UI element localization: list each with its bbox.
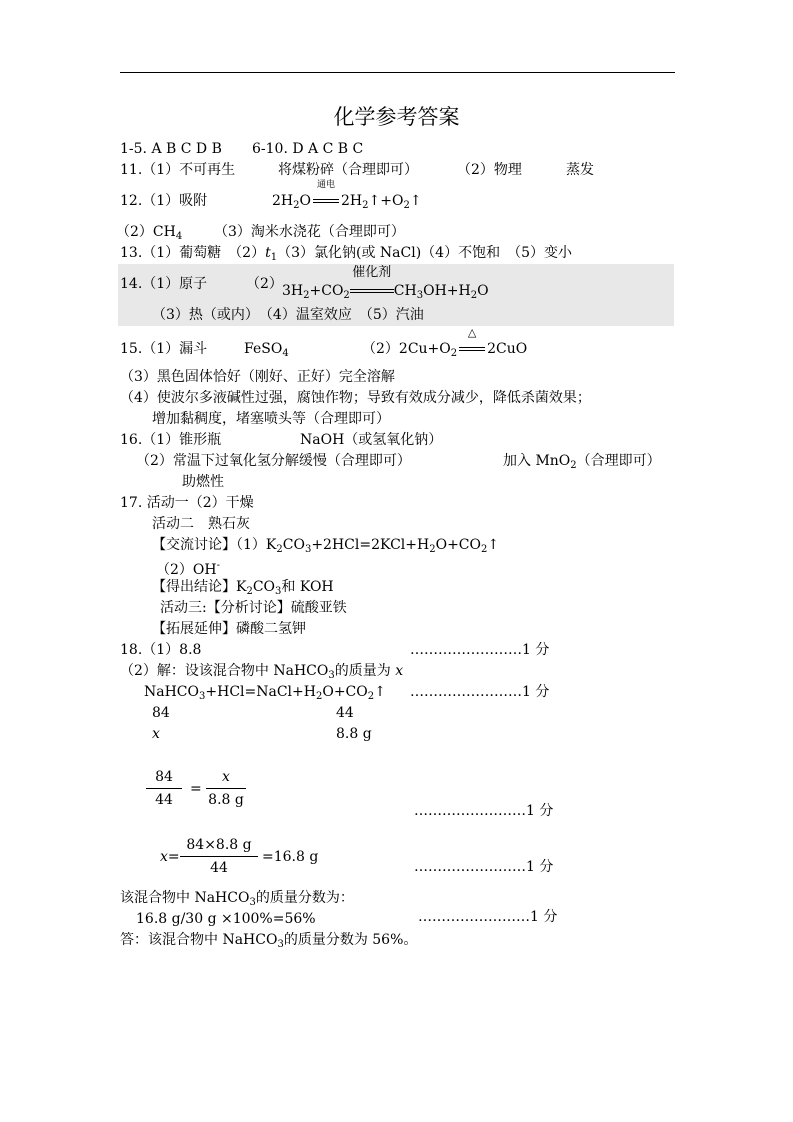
answers-6-10: 6-10. D A C B C: [252, 141, 364, 157]
answers-1-5: 1-5. A B C D B: [120, 141, 222, 157]
q17-p3: [152, 536, 499, 559]
q12-eq-rhs3: ↑: [409, 193, 422, 209]
q17-p4-sup: -: [216, 560, 220, 571]
q18-score-3: ……………………1 分: [414, 803, 554, 819]
q17-p5b: CO: [252, 579, 276, 595]
q18-frac2: [206, 768, 246, 809]
q16-p3: 助燃性: [182, 474, 224, 490]
q15-p4: （4）使波尔多液碱性过强，腐蚀作物；导致有效成分减少，降低杀菌效果；: [120, 390, 591, 406]
q18-p2b: 的质量为: [334, 663, 396, 679]
q18-calc-num: 84×8.8 g: [186, 837, 252, 853]
q18-calc-den: 44: [210, 860, 228, 876]
q13-rest: （3）氯化钠(或 NaCl)（4）不饱和 （5）变小: [277, 245, 572, 261]
q17-p3b-sub: 3: [304, 544, 312, 555]
q18-frac2-den: 8.8 g: [208, 792, 244, 808]
q12-line1: [120, 192, 207, 210]
q18-frac1-den: 44: [155, 792, 173, 808]
q18-calc-rhs: =16.8 g: [262, 849, 319, 865]
q17-p5b-sub: 3: [275, 586, 282, 597]
q18-pct-label-sub: 3: [249, 897, 256, 908]
q14-eq-d-sub: 2: [470, 290, 478, 301]
q14-eq-arrow: [350, 265, 394, 300]
q18-pct-label2: 的质量分数为：: [255, 890, 354, 906]
q17-p4-text: （2）OH: [156, 562, 217, 578]
q14-p1: 14.（1）原子: [120, 276, 208, 292]
q18-eq-a-sub: 3: [199, 691, 206, 702]
q17-p4: [156, 557, 220, 579]
q18-eq-b-sub: 2: [315, 691, 323, 702]
q15-p2-sub: 2: [450, 348, 458, 359]
q18-p1: 18.（1）8.8: [120, 642, 202, 658]
q17-p7: 【拓展延伸】磷酸二氢钾: [152, 621, 306, 637]
q17-p6: 活动三:【分析讨论】硫酸亚铁: [160, 600, 347, 616]
q11-p1b: 将煤粉碎（合理即可）: [278, 162, 418, 178]
q18-frac1: [146, 768, 182, 809]
q18-pct-label-text: 该混合物中 NaHCO: [120, 890, 250, 906]
q17-p3-sub: 2: [276, 544, 283, 555]
q18-calc-lhs-text: x=: [160, 849, 180, 865]
q12-eq-sub1: 2: [293, 200, 300, 211]
q11-p1: （1）不可再生: [142, 162, 236, 178]
q18-var: x: [395, 663, 404, 679]
top-rule: [120, 72, 675, 73]
q14-eq-c: CH: [393, 283, 417, 299]
q14-eq-a: 3H: [282, 283, 304, 299]
q18-p2-text: （2）解：设该混合物中 NaHCO: [120, 663, 329, 679]
q16-p2b-text: 加入 MnO: [503, 453, 571, 469]
q12-eq-arrow: [313, 180, 339, 210]
q12-eq-rhs: 2H: [340, 193, 363, 209]
q14-line2: （3）热（或内） （4）温室效应 （5）汽油: [152, 307, 424, 323]
q18-score-4: ……………………1 分: [414, 859, 554, 875]
q14-eq-e: O: [477, 283, 489, 299]
q18-v1: [152, 725, 160, 743]
q11-line: [120, 161, 235, 179]
q15-p2: [362, 326, 528, 363]
q11-p2b: 蒸发: [566, 162, 594, 178]
q14-eq-b-sub: 2: [343, 290, 350, 301]
q17-p5: [152, 578, 334, 601]
q17-p2: 活动二 熟石灰: [152, 516, 250, 532]
q18-equation: [144, 683, 386, 706]
q12-p3: （3）淘米水浇花（合理即可）: [214, 224, 405, 240]
q12-eq-sub2: 2: [362, 200, 369, 211]
q18-eqsign: =: [190, 781, 202, 797]
q11-label: 11.: [120, 162, 143, 178]
q15-p1b-text: FeSO: [244, 341, 283, 357]
q17-p5c: 和 KOH: [281, 579, 334, 595]
q16-p2c: （合理即可）: [576, 453, 661, 469]
q12-line2: [116, 223, 182, 246]
q11-p2: （2）物理: [457, 162, 522, 178]
q17-p3e: ↑: [487, 537, 500, 553]
q12-eq-lhs2: O: [299, 193, 311, 209]
q18-eq-c: O+CO: [322, 684, 368, 700]
q17-p3d: O+CO: [435, 537, 481, 553]
q13-t: t: [265, 245, 271, 261]
q18-frac2-num: x: [222, 769, 230, 785]
q12-eq-lhs: 2H: [272, 193, 294, 209]
q18-eq-a: NaHCO: [144, 684, 199, 700]
q12-eq-sub3: 2: [403, 200, 410, 211]
q18-eq-d: ↑: [374, 684, 386, 700]
q18-answer-sub: 3: [277, 939, 284, 950]
q14-eq-b: +CO: [309, 283, 344, 299]
q18-answer: [120, 931, 417, 954]
q17-p5-text: 【得出结论】K: [152, 579, 247, 595]
q16-p2: （2）常温下过氧化氢分解缓慢（合理即可）: [136, 453, 411, 469]
q18-v2: 8.8 g: [336, 726, 372, 742]
q18-pct-label: [120, 889, 354, 912]
q14-eq-condition: 催化剂: [352, 265, 392, 280]
q12-eq-condition: 通电: [316, 180, 335, 190]
q17-p3b: CO: [282, 537, 305, 553]
q16-p1: 16.（1）锥形瓶: [120, 432, 222, 448]
q15-p1: 15.（1）漏斗: [120, 341, 208, 357]
q15-p1b: [244, 340, 289, 363]
q15-eq-arrow: [459, 326, 485, 358]
q12-equation: [272, 180, 422, 215]
q18-score-5: ……………………1 分: [418, 909, 558, 925]
q18-eq-b: +HCl=NaCl+H: [205, 684, 316, 700]
q14-eq-c-sub: 3: [416, 290, 424, 301]
q15-eq-condition: △: [467, 326, 477, 339]
q18-eq-c-sub: 2: [367, 691, 375, 702]
q18-score-1: ……………………1 分: [410, 642, 550, 658]
q18-frac1-num: 84: [155, 769, 173, 785]
q16-p2b-sub: 2: [570, 460, 577, 471]
q12-label: 12.: [120, 193, 143, 209]
q18-p2: [120, 662, 403, 685]
q13-text: 13.（1）葡萄糖 （2）: [120, 245, 266, 261]
q18-m1: 84: [152, 705, 170, 721]
q13-t-sub: 1: [270, 252, 278, 263]
q17-p3c-sub: 2: [429, 544, 436, 555]
q12-eq-rhs2: ↑+O: [368, 193, 404, 209]
q17-p3d-sub: 2: [481, 544, 488, 555]
q18-score-2: ……………………1 分: [410, 684, 550, 700]
q14-eq-d: OH+H: [423, 283, 471, 299]
q17-p3-text: 【交流讨论】（1）K: [152, 537, 277, 553]
q12-p1: （1）吸附: [142, 193, 208, 209]
page-title: 化学参考答案: [333, 105, 460, 129]
q15-p2-text: （2）2Cu+O: [362, 341, 451, 357]
q17-p3c: +2HCl=2KCl+H: [311, 537, 430, 553]
q17-p5-sub: 2: [246, 586, 253, 597]
q18-pct-calc: 16.8 g/30 g ×100%=56%: [136, 911, 316, 927]
q12-p2: （2）CH: [116, 224, 176, 240]
q18-v1-text: x: [152, 726, 160, 742]
q18-p2-sub: 3: [328, 670, 335, 681]
q15-p2c: 2CuO: [487, 341, 528, 357]
q18-m2: 44: [336, 705, 354, 721]
q18-answer-text: 答：该混合物中 NaHCO: [120, 932, 278, 948]
q16-p2b: [503, 452, 661, 475]
q16-p1b: NaOH（或氢氧化钠）: [300, 432, 443, 448]
q18-calc-frac: [180, 836, 258, 877]
q14-p2: （2）: [246, 276, 283, 292]
q15-p1b-sub: 4: [282, 348, 289, 359]
q14-equation: [282, 265, 489, 305]
q18-calc-lhs: [160, 848, 180, 866]
q15-p3: （3）黑色固体恰好（刚好、正好）完全溶解: [120, 369, 395, 385]
q14-eq-a-sub: 2: [303, 290, 310, 301]
q17-p1: 17. 活动一（2）干燥: [120, 495, 254, 511]
q15-p4b: 增加黏稠度，堵塞喷头等（合理即可）: [152, 411, 390, 427]
q18-answer2: 的质量分数为 56%。: [283, 932, 418, 948]
q12-p2-sub: 4: [175, 231, 183, 242]
